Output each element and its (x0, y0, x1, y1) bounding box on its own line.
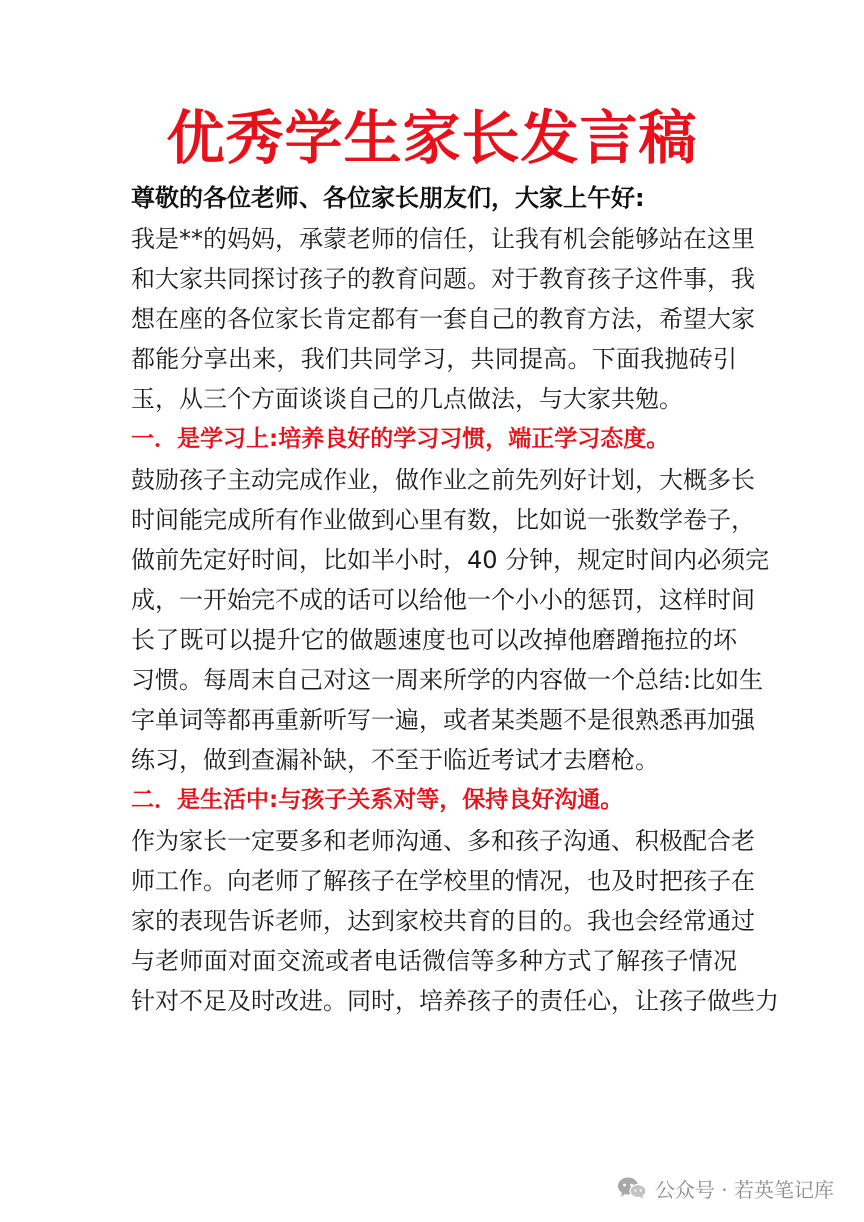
section-1-paragraph (131, 460, 770, 780)
speech-content (131, 178, 779, 1021)
section-2-line: 作为家长一定要多和老师沟通、多和孩子沟通、积极配合老 (131, 827, 755, 855)
section-1-line: 成，一开始完不成的话可以给他一个小小的惩罚，这样时间 (131, 586, 755, 614)
section-1-heading: 一．是学习上:培养良好的学习习惯，端正学习态度。 (131, 426, 670, 452)
section-1-line: 长了既可以提升它的做题速度也可以改掉他磨蹭拖拉的坏 (131, 626, 737, 654)
section-1-line: 字单词等都再重新听写一遍，或者某类题不是很熟悉再加强 (131, 706, 755, 734)
intro-line: 玉，从三个方面谈谈自己的几点做法，与大家共勉。 (131, 385, 683, 413)
section-2-heading: 二．是生活中:与孩子关系对等，保持良好沟通。 (131, 787, 624, 813)
intro-paragraph (131, 219, 755, 419)
greeting: 尊敬的各位老师、各位家长朋友们，大家上午好: (131, 184, 645, 212)
page-title: 优秀学生家长发言稿 (166, 104, 698, 172)
section-1-line: 习惯。每周末自己对这一周来所学的内容做一个总结:比如生 (131, 666, 764, 694)
section-2-line: 家的表现告诉老师，达到家校共育的目的。我也会经常通过 (131, 907, 755, 935)
section-2-line: 与老师面对面交流或者电话微信等多种方式了解孩子情况 (131, 947, 737, 975)
section-1-line: 鼓励孩子主动完成作业，做作业之前先列好计划，大概多长 (131, 466, 755, 494)
wechat-watermark (617, 1172, 834, 1204)
section-2-paragraph (131, 821, 779, 1021)
section-1-line: 练习，做到查漏补缺，不至于临近考试才去磨枪。 (131, 746, 659, 774)
intro-line: 都能分享出来，我们共同学习，共同提高。下面我抛砖引 (131, 345, 737, 373)
intro-line: 和大家共同探讨孩子的教育问题。对于教育孩子这件事，我 (131, 265, 755, 293)
section-1-line: 做前先定好时间，比如半小时，40 分钟，规定时间内必须完 (131, 546, 770, 574)
section-1-line: 时间能完成所有作业做到心里有数，比如说一张数学卷子， (131, 506, 755, 534)
wechat-icon (617, 1176, 647, 1200)
intro-line: 我是**的妈妈，承蒙老师的信任，让我有机会能够站在这里 (131, 225, 755, 253)
section-2-line: 师工作。向老师了解孩子在学校里的情况，也及时把孩子在 (131, 867, 755, 895)
watermark-text: 公众号 · 若英笔记库 (654, 1177, 834, 1202)
intro-line: 想在座的各位家长肯定都有一套自己的教育方法，希望大家 (131, 305, 755, 333)
section-2-line: 针对不足及时改进。同时，培养孩子的责任心，让孩子做些力 (131, 987, 779, 1015)
